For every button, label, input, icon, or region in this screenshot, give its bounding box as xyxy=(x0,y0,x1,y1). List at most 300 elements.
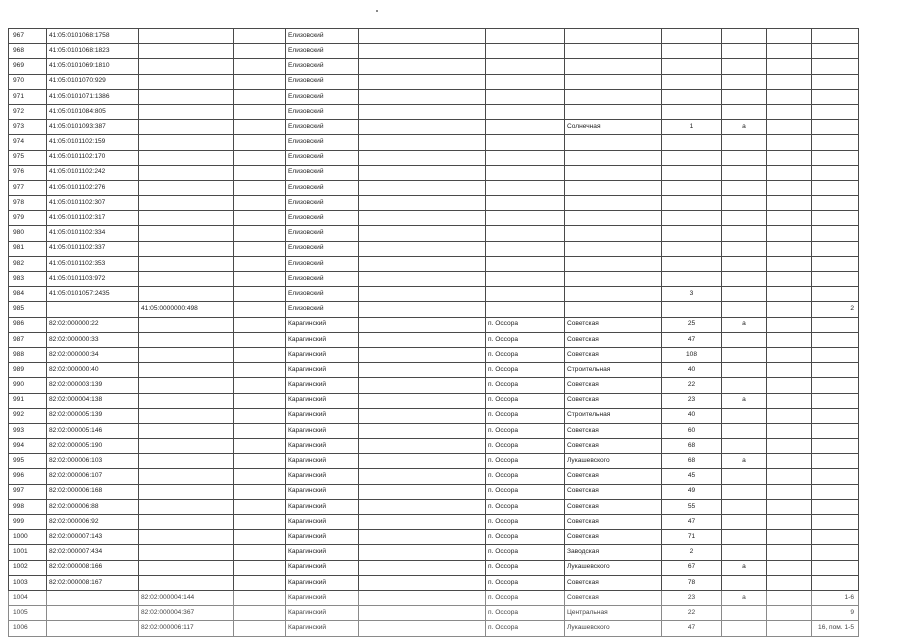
district-cell: Карагинский xyxy=(286,408,359,423)
parent-cadastral-number-cell: 82:02:000006:117 xyxy=(139,621,234,636)
apartment-cell xyxy=(812,408,859,423)
parent-cadastral-number-cell xyxy=(139,241,234,256)
street-cell xyxy=(565,150,662,165)
table-row xyxy=(9,347,859,362)
house-letter-cell xyxy=(722,165,767,180)
empty-cell xyxy=(767,590,812,605)
parent-cadastral-number-cell xyxy=(139,165,234,180)
table-row xyxy=(9,135,859,150)
parent-cadastral-number-cell xyxy=(139,530,234,545)
empty-cell xyxy=(767,545,812,560)
table-row xyxy=(9,423,859,438)
parent-cadastral-number-cell xyxy=(139,575,234,590)
table-row xyxy=(9,272,859,287)
cadastral-number-cell: 82:02:000005:139 xyxy=(47,408,139,423)
settlement-cell: п. Оссора xyxy=(486,408,565,423)
street-cell: Советская xyxy=(565,499,662,514)
district-cell: Карагинский xyxy=(286,621,359,636)
house-letter-cell xyxy=(722,89,767,104)
empty-cell xyxy=(234,560,286,575)
settlement-cell: п. Оссора xyxy=(486,378,565,393)
street-cell xyxy=(565,302,662,317)
house-number-cell xyxy=(662,302,722,317)
empty-cell xyxy=(234,606,286,621)
settlement-cell: п. Оссора xyxy=(486,469,565,484)
parent-cadastral-number-cell xyxy=(139,29,234,44)
street-cell: Советская xyxy=(565,469,662,484)
house-letter-cell xyxy=(722,104,767,119)
table-row xyxy=(9,150,859,165)
row-number-cell: 987 xyxy=(9,332,47,347)
apartment-cell: 2 xyxy=(812,302,859,317)
parent-cadastral-number-cell: 82:02:000004:144 xyxy=(139,590,234,605)
cadastral-number-cell: 82:02:000005:190 xyxy=(47,439,139,454)
empty-cell xyxy=(234,332,286,347)
street-cell: Заводская xyxy=(565,545,662,560)
house-letter-cell xyxy=(722,272,767,287)
apartment-cell xyxy=(812,44,859,59)
empty-cell xyxy=(359,469,486,484)
cadastral-number-cell: 41:05:0101069:1810 xyxy=(47,59,139,74)
house-letter-cell: а xyxy=(722,454,767,469)
table-row xyxy=(9,393,859,408)
empty-cell xyxy=(767,378,812,393)
empty-cell xyxy=(767,317,812,332)
empty-cell xyxy=(767,135,812,150)
street-cell: Советская xyxy=(565,393,662,408)
row-number-cell: 978 xyxy=(9,196,47,211)
district-cell: Елизовский xyxy=(286,104,359,119)
row-number-cell: 967 xyxy=(9,29,47,44)
row-number-cell: 1002 xyxy=(9,560,47,575)
house-number-cell xyxy=(662,29,722,44)
table-row xyxy=(9,575,859,590)
row-number-cell: 995 xyxy=(9,454,47,469)
apartment-cell xyxy=(812,165,859,180)
apartment-cell xyxy=(812,530,859,545)
settlement-cell xyxy=(486,44,565,59)
table-row xyxy=(9,606,859,621)
parent-cadastral-number-cell xyxy=(139,120,234,135)
empty-cell xyxy=(359,393,486,408)
empty-cell xyxy=(359,408,486,423)
empty-cell xyxy=(767,74,812,89)
house-number-cell xyxy=(662,241,722,256)
empty-cell xyxy=(767,59,812,74)
house-letter-cell xyxy=(722,241,767,256)
parent-cadastral-number-cell xyxy=(139,408,234,423)
empty-cell xyxy=(359,378,486,393)
empty-cell xyxy=(234,74,286,89)
street-cell xyxy=(565,89,662,104)
street-cell xyxy=(565,287,662,302)
empty-cell xyxy=(234,484,286,499)
district-cell: Карагинский xyxy=(286,560,359,575)
street-cell: Строительная xyxy=(565,408,662,423)
apartment-cell xyxy=(812,196,859,211)
house-number-cell xyxy=(662,150,722,165)
cadastral-number-cell: 41:05:0101102:337 xyxy=(47,241,139,256)
apartment-cell xyxy=(812,150,859,165)
street-cell: Лукашевского xyxy=(565,560,662,575)
empty-cell xyxy=(767,226,812,241)
empty-cell xyxy=(767,211,812,226)
empty-cell xyxy=(359,89,486,104)
settlement-cell xyxy=(486,272,565,287)
empty-cell xyxy=(767,439,812,454)
parent-cadastral-number-cell xyxy=(139,378,234,393)
row-number-cell: 994 xyxy=(9,439,47,454)
street-cell: Советская xyxy=(565,317,662,332)
empty-cell xyxy=(234,165,286,180)
empty-cell xyxy=(767,347,812,362)
apartment-cell xyxy=(812,423,859,438)
street-cell: Советская xyxy=(565,347,662,362)
cadastral-number-cell: 82:02:000007:143 xyxy=(47,530,139,545)
row-number-cell: 968 xyxy=(9,44,47,59)
cadastral-number-cell: 41:05:0101102:353 xyxy=(47,256,139,271)
street-cell: Лукашевского xyxy=(565,454,662,469)
cadastral-number-cell: 41:05:0101068:1758 xyxy=(47,29,139,44)
empty-cell xyxy=(767,499,812,514)
empty-cell xyxy=(234,439,286,454)
house-letter-cell xyxy=(722,378,767,393)
empty-cell xyxy=(767,606,812,621)
empty-cell xyxy=(359,332,486,347)
empty-cell xyxy=(359,74,486,89)
cadastral-number-cell: 41:05:0101102:317 xyxy=(47,211,139,226)
table-row xyxy=(9,104,859,119)
apartment-cell xyxy=(812,135,859,150)
empty-cell xyxy=(359,59,486,74)
empty-cell xyxy=(359,499,486,514)
street-cell xyxy=(565,180,662,195)
empty-cell xyxy=(234,241,286,256)
empty-cell xyxy=(234,44,286,59)
parent-cadastral-number-cell: 82:02:000004:367 xyxy=(139,606,234,621)
table-row xyxy=(9,302,859,317)
district-cell: Елизовский xyxy=(286,272,359,287)
row-number-cell: 991 xyxy=(9,393,47,408)
empty-cell xyxy=(359,454,486,469)
table-row xyxy=(9,454,859,469)
cadastral-number-cell: 41:05:0101070:929 xyxy=(47,74,139,89)
house-letter-cell xyxy=(722,439,767,454)
empty-cell xyxy=(359,241,486,256)
house-number-cell: 47 xyxy=(662,621,722,636)
empty-cell xyxy=(359,302,486,317)
empty-cell xyxy=(767,302,812,317)
house-number-cell: 71 xyxy=(662,530,722,545)
cadastral-number-cell: 82:02:000008:166 xyxy=(47,560,139,575)
district-cell: Елизовский xyxy=(286,196,359,211)
parent-cadastral-number-cell xyxy=(139,499,234,514)
house-letter-cell: а xyxy=(722,120,767,135)
empty-cell xyxy=(767,272,812,287)
street-cell: Советская xyxy=(565,332,662,347)
settlement-cell: п. Оссора xyxy=(486,515,565,530)
empty-cell xyxy=(234,287,286,302)
apartment-cell xyxy=(812,378,859,393)
empty-cell xyxy=(767,484,812,499)
row-number-cell: 988 xyxy=(9,347,47,362)
parent-cadastral-number-cell xyxy=(139,89,234,104)
district-cell: Елизовский xyxy=(286,241,359,256)
street-cell xyxy=(565,104,662,119)
settlement-cell: п. Оссора xyxy=(486,560,565,575)
apartment-cell xyxy=(812,29,859,44)
house-number-cell: 68 xyxy=(662,439,722,454)
parent-cadastral-number-cell xyxy=(139,104,234,119)
empty-cell xyxy=(359,530,486,545)
house-letter-cell xyxy=(722,469,767,484)
settlement-cell: п. Оссора xyxy=(486,347,565,362)
settlement-cell xyxy=(486,211,565,226)
street-cell xyxy=(565,226,662,241)
house-number-cell: 49 xyxy=(662,484,722,499)
empty-cell xyxy=(359,211,486,226)
settlement-cell xyxy=(486,104,565,119)
settlement-cell xyxy=(486,165,565,180)
table-row xyxy=(9,515,859,530)
empty-cell xyxy=(767,256,812,271)
row-number-cell: 1005 xyxy=(9,606,47,621)
table-row xyxy=(9,378,859,393)
row-number-cell: 992 xyxy=(9,408,47,423)
parent-cadastral-number-cell xyxy=(139,347,234,362)
cadastral-number-cell: 41:05:0101071:1386 xyxy=(47,89,139,104)
parent-cadastral-number-cell xyxy=(139,454,234,469)
cadastral-number-cell: 41:05:0101102:242 xyxy=(47,165,139,180)
street-cell: Советская xyxy=(565,515,662,530)
row-number-cell: 993 xyxy=(9,423,47,438)
row-number-cell: 998 xyxy=(9,499,47,514)
house-letter-cell xyxy=(722,180,767,195)
house-number-cell xyxy=(662,226,722,241)
apartment-cell xyxy=(812,393,859,408)
house-number-cell: 3 xyxy=(662,287,722,302)
row-number-cell: 1004 xyxy=(9,590,47,605)
street-cell: Советская xyxy=(565,590,662,605)
empty-cell xyxy=(234,59,286,74)
settlement-cell xyxy=(486,256,565,271)
district-cell: Елизовский xyxy=(286,135,359,150)
house-number-cell: 22 xyxy=(662,378,722,393)
empty-cell xyxy=(359,287,486,302)
settlement-cell: п. Оссора xyxy=(486,590,565,605)
house-letter-cell xyxy=(722,287,767,302)
registry-table xyxy=(8,28,859,637)
settlement-cell: п. Оссора xyxy=(486,423,565,438)
cadastral-number-cell: 41:05:0101102:170 xyxy=(47,150,139,165)
settlement-cell: п. Оссора xyxy=(486,606,565,621)
parent-cadastral-number-cell xyxy=(139,332,234,347)
district-cell: Карагинский xyxy=(286,454,359,469)
house-letter-cell xyxy=(722,530,767,545)
empty-cell xyxy=(234,530,286,545)
apartment-cell xyxy=(812,211,859,226)
table-row xyxy=(9,499,859,514)
registry-rows xyxy=(9,29,859,637)
district-cell: Карагинский xyxy=(286,378,359,393)
cadastral-number-cell xyxy=(47,621,139,636)
empty-cell xyxy=(359,272,486,287)
street-cell xyxy=(565,44,662,59)
apartment-cell xyxy=(812,454,859,469)
cadastral-number-cell: 41:05:0101057:2435 xyxy=(47,287,139,302)
empty-cell xyxy=(234,302,286,317)
cadastral-number-cell: 82:02:000007:434 xyxy=(47,545,139,560)
empty-cell xyxy=(359,484,486,499)
district-cell: Елизовский xyxy=(286,302,359,317)
apartment-cell xyxy=(812,575,859,590)
row-number-cell: 977 xyxy=(9,180,47,195)
house-number-cell xyxy=(662,59,722,74)
row-number-cell: 985 xyxy=(9,302,47,317)
apartment-cell xyxy=(812,59,859,74)
street-cell xyxy=(565,59,662,74)
house-number-cell xyxy=(662,211,722,226)
table-row xyxy=(9,256,859,271)
empty-cell xyxy=(359,256,486,271)
empty-cell xyxy=(234,29,286,44)
parent-cadastral-number-cell xyxy=(139,545,234,560)
settlement-cell: п. Оссора xyxy=(486,332,565,347)
apartment-cell xyxy=(812,347,859,362)
apartment-cell xyxy=(812,226,859,241)
apartment-cell xyxy=(812,560,859,575)
house-letter-cell xyxy=(722,332,767,347)
house-letter-cell xyxy=(722,29,767,44)
settlement-cell xyxy=(486,59,565,74)
cadastral-number-cell: 41:05:0101093:387 xyxy=(47,120,139,135)
settlement-cell xyxy=(486,74,565,89)
apartment-cell xyxy=(812,515,859,530)
scan-speck xyxy=(376,10,378,12)
empty-cell xyxy=(359,120,486,135)
empty-cell xyxy=(767,454,812,469)
apartment-cell xyxy=(812,363,859,378)
district-cell: Елизовский xyxy=(286,287,359,302)
table-row xyxy=(9,469,859,484)
settlement-cell: п. Оссора xyxy=(486,484,565,499)
cadastral-number-cell: 82:02:000000:22 xyxy=(47,317,139,332)
table-row xyxy=(9,165,859,180)
empty-cell xyxy=(359,226,486,241)
cadastral-number-cell: 82:02:000000:40 xyxy=(47,363,139,378)
table-row xyxy=(9,211,859,226)
empty-cell xyxy=(359,545,486,560)
empty-cell xyxy=(359,363,486,378)
house-letter-cell: а xyxy=(722,317,767,332)
house-number-cell xyxy=(662,180,722,195)
district-cell: Елизовский xyxy=(286,256,359,271)
house-letter-cell xyxy=(722,302,767,317)
cadastral-number-cell: 82:02:000006:168 xyxy=(47,484,139,499)
house-letter-cell xyxy=(722,363,767,378)
settlement-cell: п. Оссора xyxy=(486,317,565,332)
house-number-cell: 55 xyxy=(662,499,722,514)
house-number-cell xyxy=(662,135,722,150)
table-row xyxy=(9,74,859,89)
cadastral-number-cell: 82:02:000005:146 xyxy=(47,423,139,438)
empty-cell xyxy=(767,621,812,636)
empty-cell xyxy=(234,104,286,119)
street-cell: Центральная xyxy=(565,606,662,621)
street-cell xyxy=(565,196,662,211)
parent-cadastral-number-cell xyxy=(139,560,234,575)
table-row xyxy=(9,180,859,195)
empty-cell xyxy=(234,120,286,135)
street-cell xyxy=(565,165,662,180)
district-cell: Карагинский xyxy=(286,545,359,560)
district-cell: Карагинский xyxy=(286,575,359,590)
parent-cadastral-number-cell: 41:05:0000000:498 xyxy=(139,302,234,317)
empty-cell xyxy=(359,515,486,530)
empty-cell xyxy=(359,439,486,454)
row-number-cell: 969 xyxy=(9,59,47,74)
empty-cell xyxy=(767,332,812,347)
street-cell xyxy=(565,29,662,44)
table-row xyxy=(9,332,859,347)
empty-cell xyxy=(359,423,486,438)
street-cell xyxy=(565,135,662,150)
cadastral-number-cell xyxy=(47,302,139,317)
row-number-cell: 974 xyxy=(9,135,47,150)
empty-cell xyxy=(234,499,286,514)
street-cell xyxy=(565,256,662,271)
empty-cell xyxy=(234,590,286,605)
house-letter-cell xyxy=(722,196,767,211)
parent-cadastral-number-cell xyxy=(139,74,234,89)
empty-cell xyxy=(767,530,812,545)
empty-cell xyxy=(234,89,286,104)
settlement-cell: п. Оссора xyxy=(486,393,565,408)
row-number-cell: 1006 xyxy=(9,621,47,636)
empty-cell xyxy=(767,393,812,408)
district-cell: Елизовский xyxy=(286,74,359,89)
row-number-cell: 999 xyxy=(9,515,47,530)
street-cell: Солнечная xyxy=(565,120,662,135)
house-letter-cell xyxy=(722,226,767,241)
table-row xyxy=(9,408,859,423)
settlement-cell xyxy=(486,89,565,104)
cadastral-number-cell: 82:02:000003:139 xyxy=(47,378,139,393)
district-cell: Карагинский xyxy=(286,317,359,332)
district-cell: Карагинский xyxy=(286,469,359,484)
district-cell: Карагинский xyxy=(286,530,359,545)
apartment-cell: 9 xyxy=(812,606,859,621)
empty-cell xyxy=(359,104,486,119)
empty-cell xyxy=(234,135,286,150)
district-cell: Карагинский xyxy=(286,590,359,605)
settlement-cell xyxy=(486,135,565,150)
house-number-cell: 47 xyxy=(662,515,722,530)
cadastral-number-cell: 82:02:000008:167 xyxy=(47,575,139,590)
table-row xyxy=(9,226,859,241)
parent-cadastral-number-cell xyxy=(139,59,234,74)
empty-cell xyxy=(767,575,812,590)
empty-cell xyxy=(234,196,286,211)
house-number-cell xyxy=(662,104,722,119)
table-row xyxy=(9,29,859,44)
house-letter-cell xyxy=(722,74,767,89)
settlement-cell: п. Оссора xyxy=(486,499,565,514)
settlement-cell: п. Оссора xyxy=(486,621,565,636)
settlement-cell xyxy=(486,180,565,195)
row-number-cell: 972 xyxy=(9,104,47,119)
district-cell: Елизовский xyxy=(286,180,359,195)
